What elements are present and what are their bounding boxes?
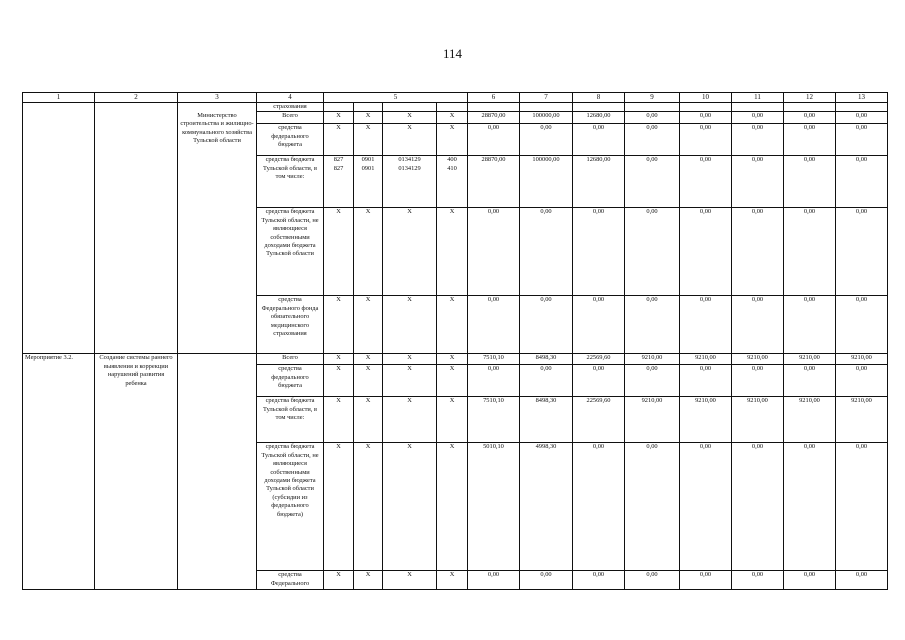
value-cell: 9210,00	[732, 354, 784, 365]
code-cell: X	[324, 443, 354, 571]
code-cell: X	[437, 397, 468, 443]
value-cell: 100000,00	[520, 156, 573, 208]
header-cell: 2	[95, 93, 178, 103]
empty-cell	[732, 103, 784, 112]
code-cell: 0901 0901	[354, 156, 383, 208]
value-cell: 0,00	[573, 208, 625, 296]
empty-cell	[680, 103, 732, 112]
code-cell: X	[383, 208, 437, 296]
code-cell: X	[383, 354, 437, 365]
value-cell: 0,00	[784, 208, 836, 296]
code-cell: X	[354, 296, 383, 354]
value-cell: 0,00	[573, 296, 625, 354]
empty-cell	[468, 103, 520, 112]
header-cell: 9	[625, 93, 680, 103]
code-cell: X	[324, 208, 354, 296]
executor-cell	[178, 103, 257, 112]
header-cell: 3	[178, 93, 257, 103]
value-cell: 0,00	[836, 443, 888, 571]
header-row	[23, 93, 905, 103]
header-cell: 7	[520, 93, 573, 103]
value-cell: 0,00	[520, 365, 573, 397]
code-cell: X	[354, 443, 383, 571]
code-cell: X	[383, 397, 437, 443]
value-cell: 0,00	[680, 365, 732, 397]
page-number: 114	[442, 46, 463, 61]
value-cell: 9210,00	[625, 354, 680, 365]
value-cell: 0,00	[784, 365, 836, 397]
source-cell: Всего	[257, 112, 324, 124]
value-cell: 0,00	[520, 208, 573, 296]
value-cell: 0,00	[625, 443, 680, 571]
value-cell: 0,00	[784, 443, 836, 571]
value-cell: 0,00	[680, 208, 732, 296]
code-cell: X	[437, 443, 468, 571]
code-cell: 400 410	[437, 156, 468, 208]
value-cell: 7510,10	[468, 397, 520, 443]
value-cell: 0,00	[468, 208, 520, 296]
header-cell: 1	[23, 93, 95, 103]
value-cell: 0,00	[625, 208, 680, 296]
measure-cell: Мероприятие 3.2.	[23, 354, 95, 590]
code-cell: X	[324, 397, 354, 443]
code-cell: X	[437, 124, 468, 156]
source-cell: средства бюджета Тульской области, в том числе:	[257, 397, 324, 443]
value-cell: 0,00	[732, 296, 784, 354]
code-cell: X	[437, 354, 468, 365]
code-cell: X	[354, 208, 383, 296]
value-cell: 9210,00	[732, 397, 784, 443]
value-cell: 0,00	[732, 571, 784, 590]
value-cell: 4998,30	[520, 443, 573, 571]
header-cell: 13	[836, 93, 888, 103]
value-cell: 12680,00	[573, 156, 625, 208]
code-cell: X	[354, 365, 383, 397]
source-cell: средства бюджета Тульской области, не являющиеся собственными доходами бюджета Тульской области	[257, 208, 324, 296]
source-cell: средства Федерального фонда обязательного медицинского страхования	[257, 296, 324, 354]
value-cell: 0,00	[732, 443, 784, 571]
value-cell: 9210,00	[625, 397, 680, 443]
value-cell: 9210,00	[784, 397, 836, 443]
value-cell: 0,00	[573, 443, 625, 571]
header-cell: 4	[257, 93, 324, 103]
value-cell: 0,00	[680, 112, 732, 124]
value-cell: 0,00	[625, 112, 680, 124]
header-cell: 8	[573, 93, 625, 103]
value-cell: 9210,00	[836, 354, 888, 365]
value-cell: 0,00	[520, 296, 573, 354]
value-cell: 0,00	[468, 571, 520, 590]
value-cell: 0,00	[732, 112, 784, 124]
code-cell: X	[324, 112, 354, 124]
value-cell: 0,00	[784, 156, 836, 208]
value-cell: 0,00	[468, 124, 520, 156]
source-cell: средства федерального бюджета	[257, 365, 324, 397]
value-cell: 0,00	[680, 571, 732, 590]
value-cell: 0,00	[625, 365, 680, 397]
value-cell: 0,00	[836, 208, 888, 296]
value-cell: 0,00	[784, 571, 836, 590]
source-cell: страхования	[257, 103, 324, 112]
code-cell: X	[354, 397, 383, 443]
empty-cell	[836, 103, 888, 112]
value-cell: 22569,60	[573, 397, 625, 443]
code-cell: X	[383, 112, 437, 124]
code-cell: X	[324, 365, 354, 397]
value-cell: 7510,10	[468, 354, 520, 365]
empty-cell	[520, 103, 573, 112]
value-cell: 0,00	[468, 365, 520, 397]
empty-cell	[383, 103, 437, 112]
value-cell: 0,00	[784, 112, 836, 124]
budget-table	[22, 92, 905, 590]
empty-cell	[784, 103, 836, 112]
value-cell: 0,00	[784, 124, 836, 156]
value-cell: 0,00	[836, 112, 888, 124]
value-cell: 0,00	[732, 208, 784, 296]
empty-cell	[437, 103, 468, 112]
value-cell: 0,00	[520, 571, 573, 590]
source-cell: средства федерального бюджета	[257, 124, 324, 156]
value-cell: 0,00	[573, 124, 625, 156]
source-cell: средства Федерального	[257, 571, 324, 590]
code-cell: 0134129 0134129	[383, 156, 437, 208]
name-cell: Создание системы раннего выявления и коррекции нарушений развития ребенка	[95, 354, 178, 590]
code-cell: X	[354, 112, 383, 124]
header-cell: 10	[680, 93, 732, 103]
code-cell: X	[437, 365, 468, 397]
value-cell: 0,00	[732, 124, 784, 156]
value-cell: 9210,00	[784, 354, 836, 365]
code-cell: X	[324, 354, 354, 365]
value-cell: 100000,00	[520, 112, 573, 124]
value-cell: 22569,60	[573, 354, 625, 365]
value-cell: 0,00	[573, 571, 625, 590]
value-cell: 0,00	[680, 124, 732, 156]
value-cell: 9210,00	[836, 397, 888, 443]
code-cell: X	[383, 296, 437, 354]
value-cell: 28870,00	[468, 156, 520, 208]
code-cell: X	[383, 571, 437, 590]
table-row	[23, 103, 905, 112]
code-cell: X	[324, 571, 354, 590]
source-cell: Всего	[257, 354, 324, 365]
value-cell: 0,00	[836, 365, 888, 397]
value-cell: 0,00	[680, 296, 732, 354]
value-cell: 0,00	[732, 365, 784, 397]
code-cell: X	[437, 571, 468, 590]
code-cell: X	[437, 112, 468, 124]
value-cell: 0,00	[836, 156, 888, 208]
header-cell: 12	[784, 93, 836, 103]
value-cell: 5010,10	[468, 443, 520, 571]
value-cell: 0,00	[836, 124, 888, 156]
code-cell: X	[354, 354, 383, 365]
value-cell: 0,00	[784, 296, 836, 354]
value-cell: 0,00	[625, 296, 680, 354]
value-cell: 8498,30	[520, 397, 573, 443]
code-cell: X	[324, 296, 354, 354]
value-cell: 0,00	[836, 571, 888, 590]
code-cell: 827 827	[324, 156, 354, 208]
table-body	[23, 93, 905, 590]
header-cell: 11	[732, 93, 784, 103]
empty-cell	[573, 103, 625, 112]
measure-cell	[23, 103, 95, 354]
empty-cell	[625, 103, 680, 112]
value-cell: 0,00	[625, 156, 680, 208]
table-row	[23, 354, 905, 365]
code-cell: X	[354, 571, 383, 590]
executor-cell: Министерство строительства и жилищно-коммунального хозяйства Тульской области	[178, 112, 257, 354]
code-cell: X	[383, 443, 437, 571]
code-cell: X	[383, 365, 437, 397]
source-cell: средства бюджета Тульской области, в том числе:	[257, 156, 324, 208]
source-cell: средства бюджета Тульской области, не являющиеся собственными доходами бюджета Тульской области (субсидии из федерального бюджета)	[257, 443, 324, 571]
value-cell: 0,00	[468, 296, 520, 354]
empty-cell	[354, 103, 383, 112]
value-cell: 0,00	[732, 156, 784, 208]
value-cell: 8498,30	[520, 354, 573, 365]
code-cell: X	[324, 124, 354, 156]
name-cell	[95, 103, 178, 354]
code-cell: X	[354, 124, 383, 156]
value-cell: 0,00	[680, 156, 732, 208]
value-cell: 12680,00	[573, 112, 625, 124]
executor-cell	[178, 354, 257, 590]
value-cell: 0,00	[680, 443, 732, 571]
value-cell: 0,00	[520, 124, 573, 156]
value-cell: 0,00	[573, 365, 625, 397]
value-cell: 9210,00	[680, 354, 732, 365]
code-cell: X	[437, 296, 468, 354]
empty-cell	[324, 103, 354, 112]
code-cell: X	[437, 208, 468, 296]
code-cell: X	[383, 124, 437, 156]
header-cell: 6	[468, 93, 520, 103]
header-cell: 5	[324, 93, 468, 103]
value-cell: 9210,00	[680, 397, 732, 443]
value-cell: 28870,00	[468, 112, 520, 124]
value-cell: 0,00	[625, 571, 680, 590]
value-cell: 0,00	[836, 296, 888, 354]
value-cell: 0,00	[625, 124, 680, 156]
